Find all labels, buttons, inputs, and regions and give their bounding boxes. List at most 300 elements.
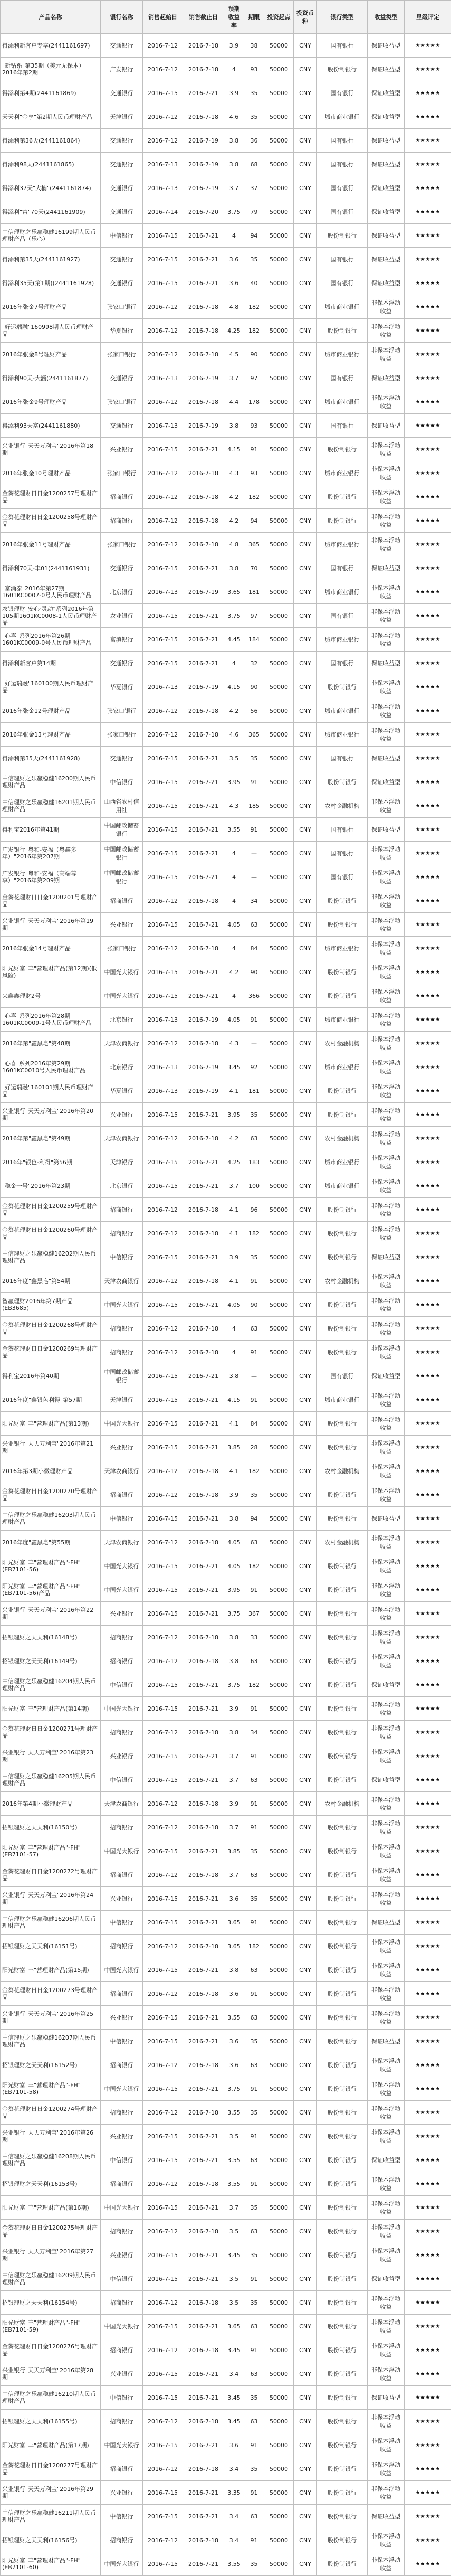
expected-yield: 4.05 [224, 913, 244, 937]
expected-yield: 4 [224, 1341, 244, 1364]
bank-name: 中国光大银行 [101, 2077, 143, 2101]
bank-name: 中国光大银行 [101, 1839, 143, 1863]
bank-name: 天津农商银行 [101, 1269, 143, 1293]
sale-end: 2016-7-18 [183, 461, 224, 485]
star-rating: ★★★★★ [405, 1673, 451, 1697]
sale-start: 2016-7-15 [143, 2481, 183, 2505]
sale-end: 2016-7-21 [183, 1768, 224, 1792]
income-type: 非保本浮动收益 [368, 1032, 405, 1055]
table-row [1, 533, 451, 556]
bank-type: 股份制银行 [317, 1816, 368, 1839]
sale-end: 2016-7-21 [183, 2505, 224, 2528]
income-type: 非保本浮动收益 [368, 319, 405, 343]
bank-name: 兴业银行 [101, 438, 143, 461]
term-days: 365 [244, 723, 264, 747]
bank-type: 国有银行 [317, 81, 368, 105]
star-rating: ★★★★★ [405, 2505, 451, 2528]
term-days: — [244, 1032, 264, 1055]
star-rating: ★★★★★ [405, 1483, 451, 1507]
expected-yield: 4.25 [224, 1150, 244, 1174]
term-days: 63 [244, 2410, 264, 2433]
table-row [1, 2410, 451, 2433]
sale-start: 2016-7-15 [143, 2243, 183, 2267]
expected-yield: 4.15 [224, 675, 244, 699]
product-name: 2016年第3期小微理财产品 [1, 1459, 101, 1483]
currency: CNY [294, 2243, 317, 2267]
sale-end: 2016-7-21 [183, 1436, 224, 1459]
product-name: "好运瑞融"160100期人民币理财产品 [1, 675, 101, 699]
expected-yield: 4.2 [224, 960, 244, 984]
min-investment: 50000 [264, 770, 294, 794]
sale-end: 2016-7-21 [183, 1412, 224, 1436]
product-name: 招银理财之天天利(16151号) [1, 1935, 101, 1958]
min-investment: 50000 [264, 1055, 294, 1079]
star-rating: ★★★★★ [405, 1245, 451, 1269]
expected-yield: 4.15 [224, 1388, 244, 1412]
expected-yield: 3.5 [224, 2125, 244, 2148]
currency: CNY [294, 1008, 317, 1032]
table-body [1, 34, 451, 2576]
min-investment: 50000 [264, 2505, 294, 2528]
term-days: 35 [244, 2101, 264, 2125]
income-type: 非保本浮动收益 [368, 2291, 405, 2315]
star-rating: ★★★★★ [405, 2410, 451, 2433]
product-name: 阳光财富"丰"营理财产品(第12期)(低风险) [1, 960, 101, 984]
bank-type: 国有银行 [317, 414, 368, 438]
bank-type: 股份制银行 [317, 2101, 368, 2125]
expected-yield: 3.35 [224, 2481, 244, 2505]
min-investment: 50000 [264, 295, 294, 319]
min-investment: 50000 [264, 1721, 294, 1744]
min-investment: 50000 [264, 438, 294, 461]
expected-yield: 3.5 [224, 2291, 244, 2315]
bank-name: 招商银行 [101, 1626, 143, 1649]
expected-yield: 3.8 [224, 1958, 244, 1982]
income-type: 非保本浮动收益 [368, 2172, 405, 2196]
product-name: 兴业银行"天天万利宝"2016年第18期 [1, 438, 101, 461]
min-investment: 50000 [264, 1673, 294, 1697]
expected-yield: 3.5 [224, 2267, 244, 2291]
product-name: 中信理财之乐赢稳健16200期人民币理财产品 [1, 770, 101, 794]
term-days: 35 [244, 2291, 264, 2315]
product-name: "心喜"系列2016年第29期1601KC0010号人民币理财产品 [1, 1055, 101, 1079]
income-type: 非保本浮动收益 [368, 295, 405, 319]
bank-type: 城市商业银行 [317, 533, 368, 556]
term-days: 63 [244, 2505, 264, 2528]
income-type: 非保本浮动收益 [368, 794, 405, 818]
currency: CNY [294, 1317, 317, 1341]
sale-start: 2016-7-15 [143, 1697, 183, 1721]
term-days: — [244, 842, 264, 865]
income-type: 非保本浮动收益 [368, 1531, 405, 1554]
expected-yield: 4.1 [224, 1079, 244, 1103]
currency: CNY [294, 1412, 317, 1436]
table-row [1, 556, 451, 580]
min-investment: 50000 [264, 794, 294, 818]
product-name: 2016年度"鑫黑皂"第55期 [1, 1531, 101, 1554]
income-type: 保证收益型 [368, 1673, 405, 1697]
min-investment: 50000 [264, 2315, 294, 2338]
table-row [1, 1958, 451, 1982]
sale-start: 2016-7-15 [143, 81, 183, 105]
product-name: 中信理财之乐赢稳健16203期人民币理财产品 [1, 1507, 101, 1531]
income-type: 非保本浮动收益 [368, 1744, 405, 1768]
sale-end: 2016-7-18 [183, 485, 224, 509]
sale-end: 2016-7-21 [183, 1245, 224, 1269]
bank-type: 股份制银行 [317, 2338, 368, 2362]
term-days: 63 [244, 1768, 264, 1792]
sale-start: 2016-7-12 [143, 1222, 183, 1245]
income-type: 非保本浮动收益 [368, 438, 405, 461]
sale-start: 2016-7-12 [143, 1816, 183, 1839]
min-investment: 50000 [264, 2006, 294, 2030]
sale-start: 2016-7-12 [143, 937, 183, 960]
product-name: 招银理财之天天利(16152号) [1, 2053, 101, 2077]
bank-name: 中信银行 [101, 2505, 143, 2528]
expected-yield: 3.7 [224, 176, 244, 200]
product-name: "好运瑞融"160998期人民币理财产品 [1, 319, 101, 343]
bank-type: 股份制银行 [317, 2528, 368, 2552]
star-rating: ★★★★★ [405, 2338, 451, 2362]
product-name: 招银理财之天天利(16155号) [1, 2410, 101, 2433]
currency: CNY [294, 1602, 317, 1626]
sale-start: 2016-7-12 [143, 1531, 183, 1554]
term-days: 63 [244, 1863, 264, 1887]
min-investment: 50000 [264, 2053, 294, 2077]
currency: CNY [294, 1174, 317, 1198]
sale-end: 2016-7-18 [183, 2528, 224, 2552]
term-days: 178 [244, 390, 264, 414]
bank-name: 招商银行 [101, 2338, 143, 2362]
currency: CNY [294, 461, 317, 485]
currency: CNY [294, 224, 317, 248]
bank-name: 张家口银行 [101, 937, 143, 960]
star-rating: ★★★★★ [405, 1507, 451, 1531]
sale-start: 2016-7-12 [143, 295, 183, 319]
min-investment: 50000 [264, 1958, 294, 1982]
expected-yield: 4.3 [224, 461, 244, 485]
expected-yield: 3.75 [224, 604, 244, 628]
term-days: 35 [244, 2386, 264, 2410]
bank-name: 中国光大银行 [101, 2433, 143, 2457]
sale-end: 2016-7-18 [183, 1459, 224, 1483]
star-rating: ★★★★★ [405, 390, 451, 414]
income-type: 非保本浮动收益 [368, 604, 405, 628]
product-name: 农银理财"安心·灵动"系列2016年第105期1601KC0008-1人民币理财产品 [1, 604, 101, 628]
sale-start: 2016-7-15 [143, 1436, 183, 1459]
bank-name: 交通银行 [101, 34, 143, 58]
table-row [1, 1459, 451, 1483]
table-row [1, 1697, 451, 1721]
currency: CNY [294, 2077, 317, 2101]
currency: CNY [294, 913, 317, 937]
product-name: 阳光财富"丰"营理财产品"-FH"(EB7101-60) [1, 2552, 101, 2576]
bank-type: 股份制银行 [317, 984, 368, 1008]
bank-type: 股份制银行 [317, 2053, 368, 2077]
table-row [1, 1744, 451, 1768]
expected-yield: 4.05 [224, 1531, 244, 1554]
bank-type: 城市商业银行 [317, 723, 368, 747]
sale-end: 2016-7-21 [183, 2148, 224, 2172]
min-investment: 50000 [264, 2030, 294, 2053]
table-row [1, 1649, 451, 1673]
star-rating: ★★★★★ [405, 1744, 451, 1768]
table-row [1, 1507, 451, 1531]
star-rating: ★★★★★ [405, 1198, 451, 1222]
bank-name: 招商银行 [101, 1198, 143, 1222]
star-rating: ★★★★★ [405, 81, 451, 105]
sale-start: 2016-7-12 [143, 1269, 183, 1293]
sale-start: 2016-7-12 [143, 129, 183, 153]
income-type: 保证收益型 [368, 1364, 405, 1388]
min-investment: 50000 [264, 2386, 294, 2410]
table-row [1, 414, 451, 438]
min-investment: 50000 [264, 1626, 294, 1649]
term-days: 84 [244, 1412, 264, 1436]
income-type: 保证收益型 [368, 414, 405, 438]
table-row [1, 1388, 451, 1412]
bank-name: 中国光大银行 [101, 984, 143, 1008]
star-rating: ★★★★★ [405, 1531, 451, 1554]
header-income-type: 收益类型 [368, 1, 405, 34]
min-investment: 50000 [264, 1436, 294, 1459]
bank-type: 股份制银行 [317, 2552, 368, 2576]
sale-start: 2016-7-12 [143, 461, 183, 485]
bank-name: 兴业银行 [101, 2481, 143, 2505]
bank-type: 股份制银行 [317, 1245, 368, 1269]
header-name: 产品名称 [1, 1, 101, 34]
min-investment: 50000 [264, 1839, 294, 1863]
sale-end: 2016-7-18 [183, 1935, 224, 1958]
sale-end: 2016-7-18 [183, 2172, 224, 2196]
term-days: 91 [244, 1792, 264, 1816]
sale-end: 2016-7-18 [183, 2457, 224, 2481]
star-rating: ★★★★★ [405, 628, 451, 652]
product-name: 2016年张金10号理财产品 [1, 461, 101, 485]
table-row [1, 2101, 451, 2125]
bank-name: 中信银行 [101, 224, 143, 248]
term-days: 97 [244, 366, 264, 390]
table-row [1, 865, 451, 889]
sale-end: 2016-7-21 [183, 794, 224, 818]
table-row [1, 960, 451, 984]
expected-yield: 3.6 [224, 2053, 244, 2077]
income-type: 非保本浮动收益 [368, 2528, 405, 2552]
min-investment: 50000 [264, 414, 294, 438]
sale-start: 2016-7-15 [143, 2267, 183, 2291]
term-days: 93 [244, 461, 264, 485]
expected-yield: 3.55 [224, 2006, 244, 2030]
min-investment: 50000 [264, 533, 294, 556]
sale-start: 2016-7-15 [143, 271, 183, 295]
sale-end: 2016-7-21 [183, 2315, 224, 2338]
currency: CNY [294, 438, 317, 461]
sale-start: 2016-7-15 [143, 1364, 183, 1388]
bank-name: 富滇银行 [101, 628, 143, 652]
bank-type: 国有银行 [317, 604, 368, 628]
table-row [1, 1531, 451, 1554]
term-days: 33 [244, 1626, 264, 1649]
table-row [1, 485, 451, 509]
sale-start: 2016-7-15 [143, 224, 183, 248]
currency: CNY [294, 2101, 317, 2125]
term-days: — [244, 865, 264, 889]
bank-name: 兴业银行 [101, 2125, 143, 2148]
product-name: 得添利第35天(2441161927) [1, 248, 101, 271]
income-type: 非保本浮动收益 [368, 1721, 405, 1744]
star-rating: ★★★★★ [405, 2196, 451, 2220]
table-row [1, 2362, 451, 2386]
table-row [1, 1032, 451, 1055]
bank-type: 国有银行 [317, 366, 368, 390]
term-days: 91 [244, 438, 264, 461]
product-name: 金葵花理财日日金1200259号理财产品 [1, 1198, 101, 1222]
table-row [1, 818, 451, 842]
term-days: 181 [244, 580, 264, 604]
sale-start: 2016-7-12 [143, 699, 183, 723]
star-rating: ★★★★★ [405, 913, 451, 937]
currency: CNY [294, 1150, 317, 1174]
product-name: 2016年"银色-利得"第56期 [1, 1150, 101, 1174]
star-rating: ★★★★★ [405, 509, 451, 533]
term-days: 182 [244, 1554, 264, 1578]
bank-type: 股份制银行 [317, 2243, 368, 2267]
currency: CNY [294, 889, 317, 913]
expected-yield: 3.5 [224, 747, 244, 770]
income-type: 非保本浮动收益 [368, 675, 405, 699]
min-investment: 50000 [264, 747, 294, 770]
income-type: 非保本浮动收益 [368, 343, 405, 366]
bank-name: 招商银行 [101, 485, 143, 509]
sale-start: 2016-7-12 [143, 2291, 183, 2315]
bank-name: 中国邮政储蓄银行 [101, 842, 143, 865]
bank-type: 股份制银行 [317, 1649, 368, 1673]
bank-name: 招商银行 [101, 1341, 143, 1364]
bank-type: 城市商业银行 [317, 580, 368, 604]
bank-type: 农村金融机构 [317, 1127, 368, 1150]
star-rating: ★★★★★ [405, 2125, 451, 2148]
expected-yield: 3.45 [224, 1055, 244, 1079]
currency: CNY [294, 2030, 317, 2053]
bank-name: 招商银行 [101, 1863, 143, 1887]
bank-name: 北京银行 [101, 1008, 143, 1032]
table-row [1, 2030, 451, 2053]
bank-name: 农业银行 [101, 604, 143, 628]
currency: CNY [294, 1673, 317, 1697]
bank-type: 股份制银行 [317, 2125, 368, 2148]
currency: CNY [294, 200, 317, 224]
income-type: 保证收益型 [368, 129, 405, 153]
table-row [1, 224, 451, 248]
bank-name: 中信银行 [101, 2386, 143, 2410]
min-investment: 50000 [264, 1911, 294, 1935]
bank-name: 招商银行 [101, 2220, 143, 2243]
term-days: 91 [244, 2267, 264, 2291]
table-row [1, 2267, 451, 2291]
expected-yield: 3.8 [224, 414, 244, 438]
min-investment: 50000 [264, 699, 294, 723]
product-name: 2016年张金14号理财产品 [1, 937, 101, 960]
term-days: 34 [244, 889, 264, 913]
min-investment: 50000 [264, 1174, 294, 1198]
bank-name: 中国光大银行 [101, 2552, 143, 2576]
product-name: 智赢理财2016年第7期产品(EB3685) [1, 1293, 101, 1317]
bank-type: 股份制银行 [317, 2315, 368, 2338]
product-name: 2016年张金12号理财产品 [1, 699, 101, 723]
product-name: 2016年第"鑫黑皂"第48期 [1, 1032, 101, 1055]
bank-type: 国有银行 [317, 1364, 368, 1388]
star-rating: ★★★★★ [405, 343, 451, 366]
bank-name: 招商银行 [101, 1649, 143, 1673]
min-investment: 50000 [264, 1507, 294, 1531]
table-row [1, 2338, 451, 2362]
expected-yield: 3.85 [224, 1436, 244, 1459]
star-rating: ★★★★★ [405, 1055, 451, 1079]
sale-start: 2016-7-13 [143, 414, 183, 438]
bank-type: 城市商业银行 [317, 937, 368, 960]
product-name: 阳光财富"丰"营理财产品(第14期) [1, 1697, 101, 1721]
table-row [1, 438, 451, 461]
currency: CNY [294, 2172, 317, 2196]
bank-name: 张家口银行 [101, 295, 143, 319]
min-investment: 50000 [264, 2148, 294, 2172]
sale-end: 2016-7-21 [183, 913, 224, 937]
term-days: 56 [244, 699, 264, 723]
min-investment: 50000 [264, 224, 294, 248]
bank-name: 交通银行 [101, 129, 143, 153]
income-type: 非保本浮动收益 [368, 1839, 405, 1863]
sale-end: 2016-7-21 [183, 1911, 224, 1935]
star-rating: ★★★★★ [405, 105, 451, 129]
bank-name: 华夏银行 [101, 319, 143, 343]
bank-type: 股份制银行 [317, 960, 368, 984]
bank-type: 股份制银行 [317, 509, 368, 533]
product-name: 兴业银行"天天万利宝"2016年第20期 [1, 1103, 101, 1127]
currency: CNY [294, 723, 317, 747]
income-type: 非保本浮动收益 [368, 960, 405, 984]
product-name: 得添利"富"70天(2441161909) [1, 200, 101, 224]
min-investment: 50000 [264, 1150, 294, 1174]
sale-end: 2016-7-18 [183, 1317, 224, 1341]
product-name: 阳光财富"丰"营理财产品"-FH"(EB7101-57) [1, 1839, 101, 1863]
star-rating: ★★★★★ [405, 2528, 451, 2552]
income-type: 保证收益型 [368, 105, 405, 129]
expected-yield: 4 [224, 937, 244, 960]
currency: CNY [294, 533, 317, 556]
min-investment: 50000 [264, 2291, 294, 2315]
product-name: 2016年张金9号理财产品 [1, 390, 101, 414]
currency: CNY [294, 485, 317, 509]
table-row [1, 842, 451, 865]
term-days: 35 [244, 2243, 264, 2267]
product-name: 2016年张金8号理财产品 [1, 343, 101, 366]
min-investment: 50000 [264, 1483, 294, 1507]
income-type: 非保本浮动收益 [368, 1459, 405, 1483]
bank-type: 农村金融机构 [317, 1459, 368, 1483]
income-type: 保证收益型 [368, 176, 405, 200]
sale-start: 2016-7-12 [143, 2338, 183, 2362]
star-rating: ★★★★★ [405, 248, 451, 271]
min-investment: 50000 [264, 105, 294, 129]
product-name: 金葵花理财日日金1200201号理财产品 [1, 889, 101, 913]
currency: CNY [294, 865, 317, 889]
bank-type: 股份制银行 [317, 1935, 368, 1958]
income-type: 非保本浮动收益 [368, 2077, 405, 2101]
header-currency: 投资币种 [294, 1, 317, 34]
star-rating: ★★★★★ [405, 770, 451, 794]
expected-yield: 3.7 [224, 1744, 244, 1768]
currency: CNY [294, 2125, 317, 2148]
